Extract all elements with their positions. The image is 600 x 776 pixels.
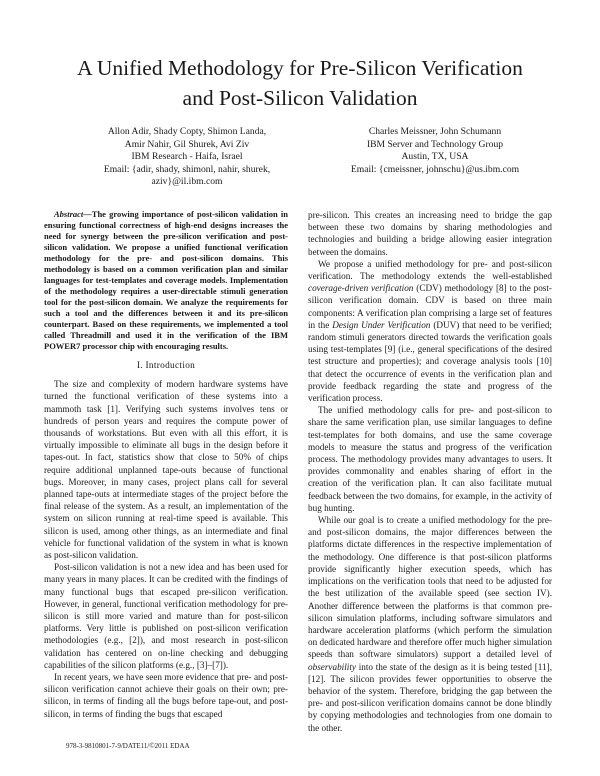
section-heading-introduction: I. Introduction	[136, 361, 196, 371]
paragraph	[308, 258, 552, 404]
author-names-1: Allon Adir, Shady Copty, Shimon Landa,	[107, 126, 267, 137]
text-run: (CDV) methodology [8] to the post-silicon verification domain. CDV is based on three main components: A verification plan comprising a large set of features in the	[308, 283, 552, 330]
author-affiliation-2: Austin, TX, USA	[401, 151, 469, 163]
text-run: We propose a unified methodology for pre- and post-silicon verification. The methodology extends the well-established	[308, 258, 552, 282]
text-run: While our goal is to create a unified methodology for the pre- and post-silicon domains, the major differences between the platforms dictate differences in the respective implementation of the methodology. One difference is that post-silicon platforms provide significantly higher execution speeds, which has implications on the verification tools that need to be adjusted for the best utilization of the available speed (see section IV). Another difference between the platforms is that common pre-silicon simulation platforms, including software simulators and hardware acceleration platforms (which perform the simulation on dedicated hardware and therefore offer much higher simulation speeds than software simulators) support a detailed level of	[308, 515, 552, 660]
title-line-1: A Unified Methodology for Pre-Silicon Verification	[77, 56, 523, 80]
abstract	[44, 209, 288, 352]
text-run: (DUV) that need to be verified; random stimuli generators directed towards the verification goals using test-templates [9] (i.e., general specifications of the desired test structure and properties); and coverage analysis tools [10] that detect the occurrence of events in the verification plan and provide feedback regarding the state and progress of the verification process.	[308, 319, 552, 404]
author-affiliation-1: IBM Server and Technology Group	[366, 138, 504, 150]
author-block-haifa	[72, 126, 302, 189]
abstract-label: Abstract	[54, 209, 84, 219]
copyright-footer: 978-3-9810801-7-9/DATE11/©2011 EDAA	[66, 742, 190, 750]
abstract-text: —The growing importance of post-silicon validation in ensuring functional correctness of high-end designs increases the need for synergy between the pre-silicon verification and post-silicon validation. We propose a unified functional verification methodology for the pre- and post-silicon domains. This methodology is based on a common verification plan and similar languages for test-templates and coverage models. Implementation of the methodology requires a user-directable stimuli generation tool for the post-silicon domain. We analyze the requirements for such a tool and the differences between it and its pre-silicon counterpart. Based on these requirements, we implemented a tool called Threadmill and used it in the verification of the IBM POWER7 processor chip with encouraging results.	[44, 209, 288, 351]
author-names-2: Amir Nahir, Gil Shurek, Avi Ziv	[124, 138, 250, 150]
author-block-austin	[330, 126, 540, 176]
emphasis: observability	[308, 661, 356, 672]
paragraph	[308, 514, 552, 734]
paragraph: The size and complexity of modern hardware systems have turned the functional verification of these systems into a mammoth task [1]. Verifying such systems involves tens or hundreds of person years and requires the compute power of thousands of workstations. But even with all this effort, it is virtually impossible to eliminate all bugs in the design before it tapes-out. In fact, statistics show that close to 50% of chips require additional unplanned tape-outs because of functional bugs. Moreover, in many cases, project plans call for several planned tape-outs at intermediate stages of the project before the final release of the system. As a result, an implementation of the system on silicon running at real-time speed is available. This silicon is used, among other things, as an intermediate and final vehicle for functional validation of the system in what is known as post-silicon validation.	[44, 379, 288, 561]
emphasis: coverage-driven verification	[308, 283, 414, 294]
paragraph: pre-silicon. This creates an increasing need to bridge the gap between these two domains by sharing methodologies and technologies and building a bridge allowing easier integration between the domains.	[308, 210, 552, 257]
paper-title	[20, 53, 580, 113]
paragraph: Post-silicon validation is not a new idea and has been used for many years in many places. It can be credited with the findings of many functional bugs that escaped pre-silicon verification. However, in general, functional verification methodology for pre-silicon is still more varied and mature than for post-silicon platforms. Very little is published on post-silicon verification methodologies (e.g., [2]), and most research in post-silicon validation has centered on on-line checking and debugging capabilities of the silicon platforms (e.g., [3]–[7]).	[44, 562, 288, 670]
paragraph: The unified methodology calls for pre- and post-silicon to share the same verification plan, use similar languages to define test-templates for both domains, and use the same coverage models to measure the status and progress of the verification process. The methodology provides many advantages to users. It provides commonality and enables sharing of effort in the creation of the verification plan. It can also facilitate mutual feedback between the two domains, for example, in the activity of bug hunting.	[308, 405, 552, 513]
title-line-2: and Post-Silicon Validation	[182, 86, 418, 110]
left-column	[44, 209, 288, 720]
paragraph: In recent years, we have seen more evidence that pre- and post-silicon verification cannot achieve their goals on their own; pre-silicon, in terms of finding all the bugs before tape-out, and post-silicon, in terms of finding the bugs that escaped	[44, 672, 288, 719]
author-email: Email: {cmeissner, johnschu}@us.ibm.com	[350, 163, 520, 175]
right-column	[308, 209, 552, 734]
text-run: into the state of the design as it is being tested [11], [12]. The silicon provides fewer opportunities to observe the behavior of the system. Therefore, bridging the gap between the pre- and post-silicon verification domains cannot be done blindly by copying methodologies and technologies from one domain to the other.	[308, 661, 552, 733]
author-email: Email: {adir, shady, shimonl, nahir, shurek, aziv}@il.ibm.com	[103, 163, 271, 188]
author-affiliation: IBM Research - Haifa, Israel	[131, 151, 243, 163]
author-names: Charles Meissner, John Schumann	[368, 126, 502, 137]
emphasis: Design Under Verification	[332, 319, 431, 330]
